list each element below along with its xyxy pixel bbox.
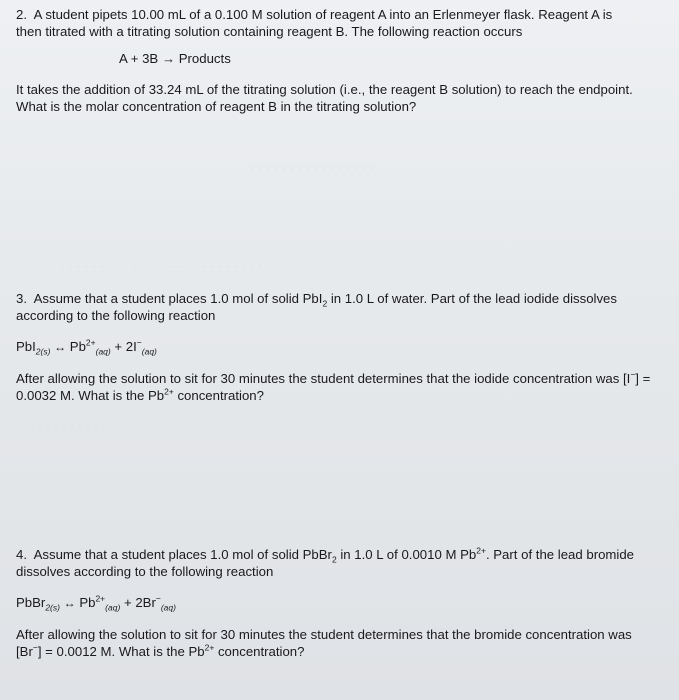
question-3-line-3: After allowing the solution to sit for 30 minutes the student determines that the iodide concentration was [I−] = [16, 369, 651, 386]
question-2-reaction: A + 3B → Products [119, 51, 231, 66]
bleed-through-text: · · · · · · · · · · · · · · · · · · · · · · · · · · [60, 258, 263, 273]
question-3-reaction: PbI$_{2(s)}$ ↔ $Pb^{2+}_{(aq)} + 2I^-_{(aq)}$ [16, 337, 157, 357]
bleed-through-text: · · · · · · · · · · · · · · · · [250, 160, 374, 175]
question-2-line-4: What is the molar concentration of reagent B in the titrating solution? [16, 99, 417, 114]
question-3 [16, 290, 665, 404]
question-4 [16, 546, 665, 660]
question-4-line-4: [Br−] = 0.0012 M. What is the $Pb^{2+}$ concentration? [16, 642, 305, 659]
question-2-line-2: then titrated with a titrating solution containing reagent B. The following reaction occurs [16, 24, 523, 39]
question-4-number: 4. [16, 547, 27, 562]
question-3-line-2: according to the following reaction [16, 308, 216, 323]
question-3-line-1: 3. Assume that a student places 1.0 mol of solid PbI$_2$ in 1.0 L of water. Part of the lead iodide dissolves [16, 291, 617, 309]
question-2 [16, 6, 665, 115]
question-4-line-3: After allowing the solution to sit for 30 minutes the student determines that the bromide concentration was [16, 627, 632, 642]
question-2-number: 2. [16, 7, 27, 22]
bleed-through-text: · · · · · · · · · · [30, 418, 106, 433]
question-4-line-1: 4. Assume that a student places 1.0 mol of solid PbBr$_2$ in 1.0 L of 0.0010 M $Pb^{2+}$. Part of the lead bromide [16, 545, 635, 565]
equilibrium-arrow-icon: ↔ [63, 596, 76, 610]
question-2-line-3: It takes the addition of 33.24 mL of the titrating solution (i.e., the reagent B solution) to reach the endpoint. [16, 82, 633, 97]
question-3-line-4: 0.0032 M. What is the $Pb^{2+}$ concentration? [16, 386, 264, 403]
question-4-line-2: dissolves according to the following reaction [16, 564, 274, 579]
equilibrium-arrow-icon: ↔ [54, 340, 67, 354]
question-3-number: 3. [16, 291, 27, 306]
question-2-line-1: 2. A student pipets 10.00 mL of a 0.100 M solution of reagent A into an Erlenmeyer flask. Reagent A is [16, 7, 613, 22]
question-4-reaction: PbBr$_{2(s)}$ ↔ $Pb^{2+}_{(aq)} + 2Br^-_{(aq)}$ [16, 593, 176, 613]
